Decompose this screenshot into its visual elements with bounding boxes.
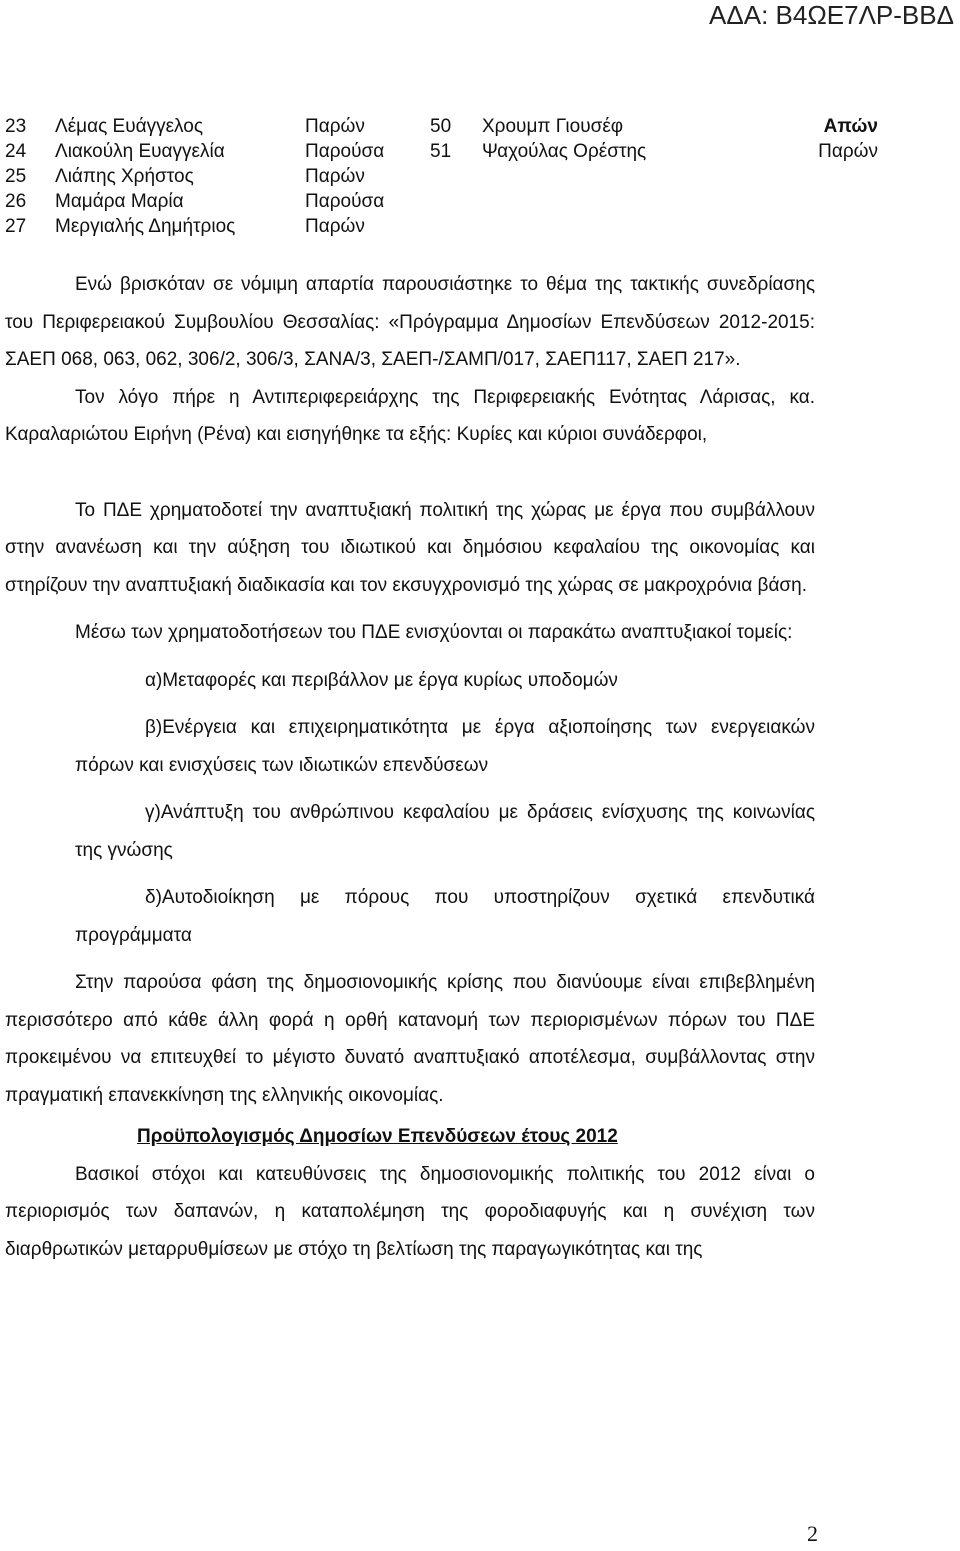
intro-paragraph: Ενώ βρισκόταν σε νόμιμη απαρτία παρουσιάστηκε το θέμα της τακτικής συνεδρίασης του Περιφερειακού Συμβουλίου Θεσσαλίας: «Πρόγραμμα Δημοσίων Επενδύσεων 2012-2015: ΣΑΕΠ 068, 063, 062, 306/2, 306/3, ΣΑΝΑ/3, ΣΑΕΠ-/ΣΑΜΠ/017, ΣΑΕΠ117, ΣΑΕΠ 217».	[5, 274, 815, 370]
sector-item-c: γ)Ανάπτυξη του ανθρώπινου κεφαλαίου με δράσεις ενίσχυσης της κοινωνίας της γνώσης	[75, 802, 815, 861]
attendance-row	[5, 216, 955, 241]
member-status: Απών	[823, 116, 878, 137]
member-status: Παρών	[818, 141, 878, 162]
attendance-list	[5, 116, 955, 241]
member-number: 51	[430, 141, 452, 162]
document-body	[5, 266, 815, 1268]
member-number: 23	[5, 116, 27, 137]
member-status: Παρών	[305, 216, 365, 237]
attendance-row	[5, 166, 955, 191]
ada-code: ΑΔΑ: Β4ΩΕ7ΛΡ-ΒΒΔ	[709, 0, 954, 30]
goals-paragraph: Βασικοί στόχοι και κατευθύνσεις της δημοσιονομικής πολιτικής του 2012 είναι ο περιορισμός των δαπανών, η καταπολέμηση της φοροδιαφυγής και η συνέχιση των διαρθρωτικών μεταρρυθμίσεων με στόχο τη βελτίωση της παραγωγικότητας και της	[5, 1163, 815, 1260]
member-status: Παρούσα	[305, 191, 385, 212]
member-name: Λιακούλη Ευαγγελία	[55, 141, 225, 162]
member-status: Παρούσα	[305, 141, 385, 162]
member-name: Λέμας Ευάγγελος	[55, 116, 203, 137]
speaker-paragraph: Τον λόγο πήρε η Αντιπεριφερειάρχης της Περιφερειακής Ενότητας Λάρισας, κα. Καραλαριώτου Ειρήνη (Ρένα) και εισηγήθηκε τα εξής: Κυρίες και κύριοι συνάδερφοι,	[5, 386, 815, 445]
sector-item-a: α)Μεταφορές και περιβάλλον με έργα κυρίως υποδομών	[145, 669, 618, 691]
sector-item-d: δ)Αυτοδιοίκηση με πόρους που υποστηρίζουν σχετικά επενδυτικά προγράμματα	[75, 887, 815, 946]
member-number: 50	[430, 116, 452, 137]
attendance-row	[5, 141, 955, 166]
sector-item-b: β)Ενέργεια και επιχειρηματικότητα με έργα αξιοποίησης των ενεργειακών πόρων και ενισχύσεις των ιδιωτικών επενδύσεων	[75, 717, 815, 776]
member-number: 26	[5, 191, 27, 212]
member-name: Μεργιαλής Δημήτριος	[55, 216, 236, 237]
member-status: Παρών	[305, 166, 365, 187]
sectors-intro-paragraph: Μέσω των χρηματοδοτήσεων του ΠΔΕ ενισχύονται οι παρακάτω αναπτυξιακοί τομείς:	[75, 622, 793, 643]
member-name: Λιάπης Χρήστος	[55, 166, 194, 187]
member-name: Μαμάρα Μαρία	[55, 191, 184, 212]
member-number: 27	[5, 216, 27, 237]
crisis-paragraph: Στην παρούσα φάση της δημοσιονομικής κρίσης που διανύουμε είναι επιβεβλημένη περισσότερο από κάθε άλλη φορά η ορθή κατανομή των περιορισμένων πόρων του ΠΔΕ προκειμένου να επιτευχθεί το μέγιστο δυνατό αναπτυξιακό αποτέλεσμα, συμβάλλοντας στην πραγματική επανεκκίνηση της ελληνικής οικονομίας.	[5, 972, 815, 1106]
member-number: 24	[5, 141, 27, 162]
member-status: Παρών	[305, 116, 365, 137]
member-number: 25	[5, 166, 27, 187]
section-heading: Προϋπολογισμός Δημοσίων Επενδύσεων έτους 2012	[137, 1126, 618, 1147]
member-name: Χρουμπ Γιουσέφ	[482, 116, 624, 137]
page-number: 2	[807, 1521, 818, 1546]
member-name: Ψαχούλας Ορέστης	[482, 141, 647, 162]
attendance-row	[5, 191, 955, 216]
attendance-row	[5, 116, 955, 141]
pde-paragraph: Το ΠΔΕ χρηματοδοτεί την αναπτυξιακή πολιτική της χώρας με έργα που συμβάλλουν στην ανανέωση και την αύξηση του ιδιωτικού και δημόσιου κεφαλαίου της οικονομίας και στηρίζουν την αναπτυξιακή διαδικασία και τον εκσυγχρονισμό της χώρας σε μακροχρόνια βάση.	[5, 499, 815, 596]
